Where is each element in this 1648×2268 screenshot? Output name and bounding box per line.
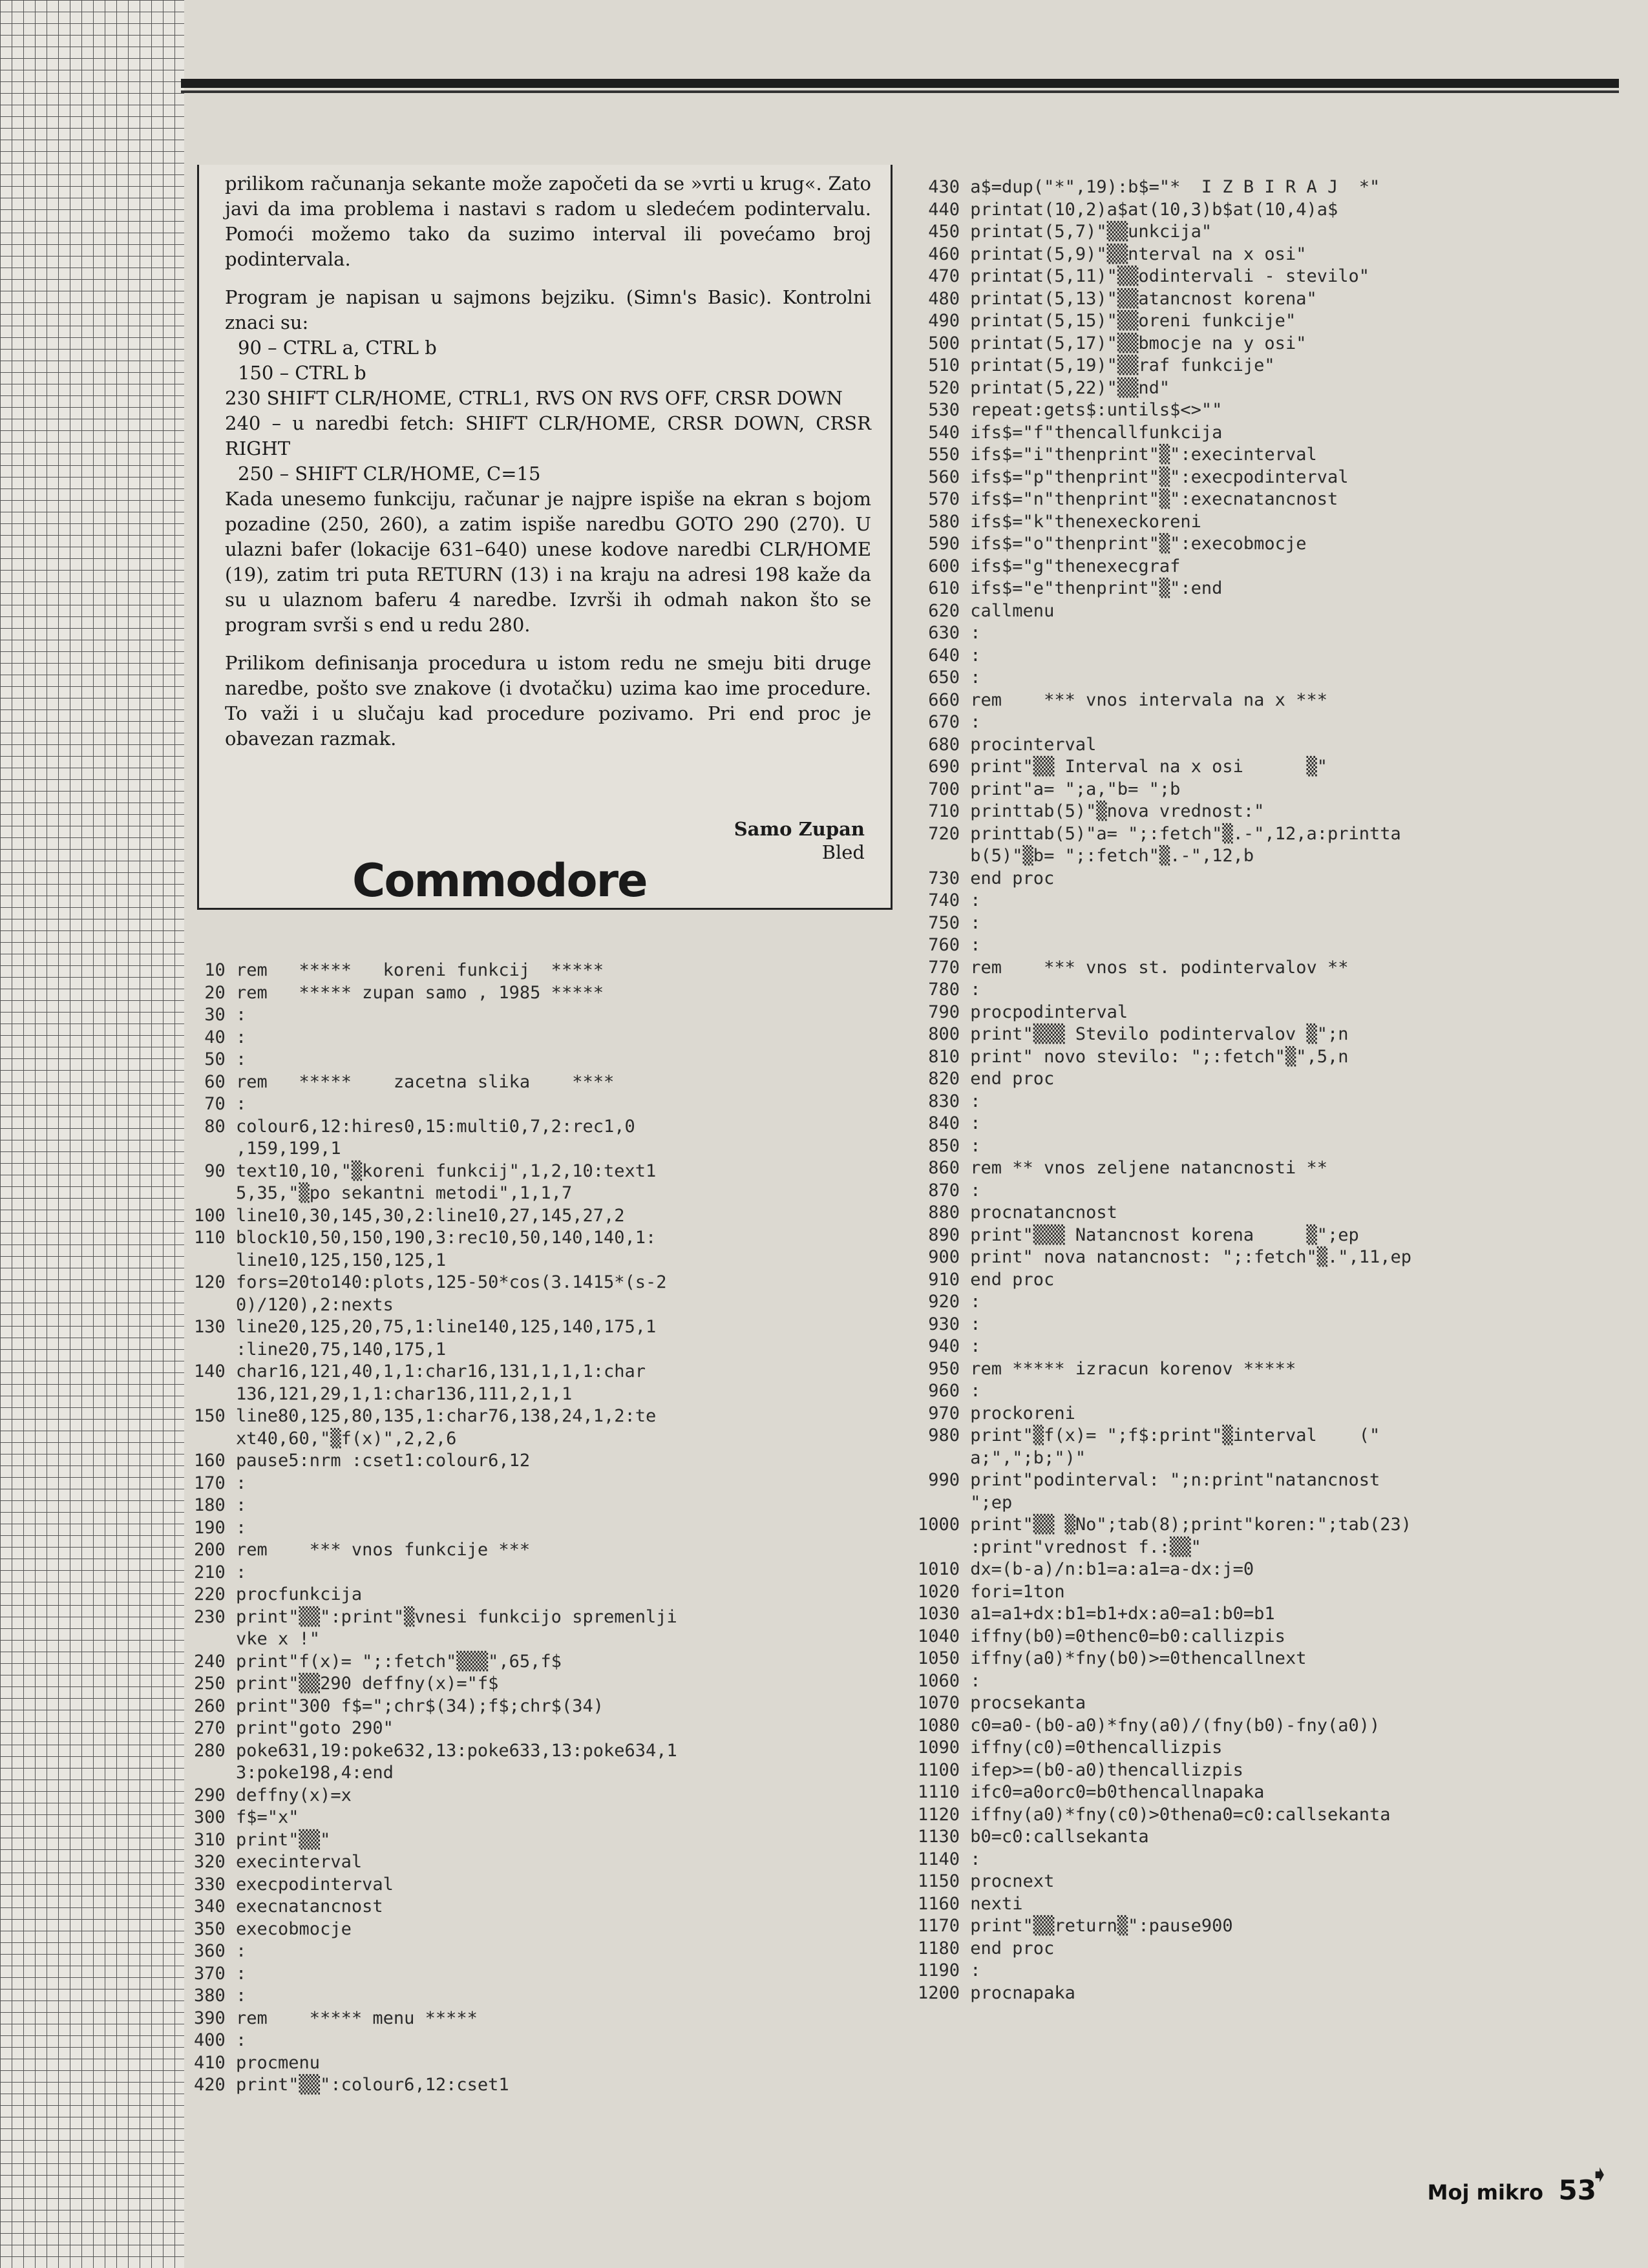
code-line: 690 print"▒▒ Interval na x osi ▒"	[918, 757, 1327, 777]
code-line: 40 :	[194, 1027, 247, 1047]
code-line: 60 rem ***** zacetna slika ****	[194, 1071, 615, 1092]
code-line: 870 :	[918, 1180, 981, 1201]
code-line: 970 prockoreni	[918, 1403, 1075, 1423]
code-line: 70 :	[194, 1094, 247, 1114]
code-line: line10,125,150,125,1	[194, 1250, 447, 1270]
code-line: 1200 procnapaka	[918, 1982, 1075, 2003]
code-line: 720 printtab(5)"a= ";:fetch"▒.-",12,a:printta	[918, 823, 1401, 844]
code-line: 160 pause5:nrm :cset1:colour6,12	[194, 1451, 531, 1471]
code-line: 400 :	[194, 2030, 247, 2050]
code-line: 570 ifs$="n"thenprint"▒":execnatancnost	[918, 489, 1338, 509]
code-line: 110 block10,50,150,190,3:rec10,50,140,140,1:	[194, 1228, 657, 1248]
code-line: 840 :	[918, 1113, 981, 1133]
code-line: ";ep	[918, 1492, 1013, 1513]
code-line: 1090 iffny(c0)=0thencallizpis	[918, 1738, 1223, 1758]
code-line: 210 :	[194, 1562, 247, 1582]
code-line: 560 ifs$="p"thenprint"▒":execpodinterval	[918, 467, 1349, 487]
code-line: 350 execobmocje	[194, 1918, 352, 1939]
code-line: 470 printat(5,11)"▒▒odintervali - stevilo"	[918, 266, 1369, 286]
code-line: 370 :	[194, 1963, 247, 1984]
code-line: 650 :	[918, 667, 981, 688]
code-line: 710 printtab(5)"▒nova vrednost:"	[918, 801, 1265, 821]
code-line: 950 rem ***** izracun korenov *****	[918, 1358, 1296, 1379]
author-signature	[734, 817, 865, 864]
code-line: 680 procinterval	[918, 734, 1097, 755]
code-line: 100 line10,30,145,30,2:line10,27,145,27,2	[194, 1205, 625, 1226]
code-line: 930 :	[918, 1314, 981, 1334]
code-line: 1160 nexti	[918, 1893, 1023, 1914]
code-line: 810 print" novo stevilo: ";:fetch"▒",5,n	[918, 1046, 1349, 1067]
magazine-name: Moj mikro	[1427, 2180, 1543, 2205]
code-line: 1030 a1=a1+dx:b1=b1+dx:a0=a1:b0=b1	[918, 1604, 1275, 1624]
code-line: 600 ifs$="g"thenexecgraf	[918, 556, 1181, 576]
code-line: 180 :	[194, 1495, 247, 1515]
page-footer	[1428, 2174, 1596, 2206]
code-line: 580 ifs$="k"thenexeckoreni	[918, 511, 1201, 532]
code-line: 280 poke631,19:poke632,13:poke633,13:poke634,1	[194, 1740, 677, 1761]
code-line: 30 :	[194, 1005, 247, 1025]
code-line: 90 text10,10,"▒koreni funkcij",1,2,10:text1	[194, 1160, 657, 1181]
paragraph-2: Program je napisan u sajmons bejziku. (Simn's Basic). Kontrolni znaci su:	[225, 286, 871, 333]
continue-arrow-icon: ➧	[1590, 2161, 1610, 2188]
code-line: 360 :	[194, 1941, 247, 1961]
code-line: 760 :	[918, 935, 981, 955]
code-line: 1010 dx=(b-a)/n:b1=a:a1=a-dx:j=0	[918, 1559, 1254, 1579]
code-line: 750 :	[918, 912, 981, 933]
code-line: 136,121,29,1,1:char136,111,2,1,1	[194, 1383, 573, 1404]
code-line: 120 fors=20to140:plots,125-50*cos(3.1415*(s-2	[194, 1272, 667, 1292]
code-line: 1080 c0=a0-(b0-a0)*fny(a0)/(fny(b0)-fny(a0))	[918, 1715, 1380, 1736]
code-line: 460 printat(5,9)"▒▒nterval na x osi"	[918, 244, 1307, 264]
code-line: 270 print"goto 290"	[194, 1718, 394, 1738]
code-line: 880 procnatancnost	[918, 1202, 1117, 1223]
control-code-4: 240 – u naredbi fetch: SHIFT CLR/HOME, CRSR DOWN, CRSR RIGHT	[225, 412, 871, 459]
code-line: 900 print" nova natancnost: ";:fetch"▒.",11,ep	[918, 1247, 1412, 1267]
code-line: 5,35,"▒po sekantni metodi",1,1,7	[194, 1183, 573, 1203]
code-line: 200 rem *** vnos funkcije ***	[194, 1540, 531, 1560]
author-city: Bled	[821, 841, 865, 863]
code-line: 450 printat(5,7)"▒▒unkcija"	[918, 222, 1212, 242]
code-line: 1140 :	[918, 1849, 981, 1869]
code-line: 380 :	[194, 1986, 247, 2006]
code-line: 50 :	[194, 1049, 247, 1069]
code-line: 510 printat(5,19)"▒▒raf funkcije"	[918, 355, 1275, 375]
code-line: 500 printat(5,17)"▒▒bmocje na y osi"	[918, 333, 1307, 353]
code-line: :print"vrednost f.:▒▒"	[918, 1537, 1201, 1557]
code-line: 980 print"▒f(x)= ";f$:print"▒interval ("	[918, 1425, 1380, 1445]
code-line: 0)/120),2:nexts	[194, 1294, 394, 1315]
code-line: 240 print"f(x)= ";:fetch"▒▒▒",65,f$	[194, 1651, 562, 1672]
control-code-3: 230 SHIFT CLR/HOME, CTRL1, RVS ON RVS OFF, CRSR DOWN	[225, 387, 843, 409]
code-line: 130 line20,125,20,75,1:line140,125,140,175,1	[194, 1317, 657, 1337]
code-line: 220 procfunkcija	[194, 1584, 363, 1604]
code-line: 1120 iffny(a0)*fny(c0)>0thena0=c0:callsekanta	[918, 1804, 1391, 1825]
code-line: 490 printat(5,15)"▒▒oreni funkcije"	[918, 311, 1296, 331]
code-line: 890 print"▒▒▒ Natancnost korena ▒";ep	[918, 1224, 1359, 1245]
code-line: 540 ifs$="f"thencallfunkcija	[918, 422, 1223, 443]
code-line: 630 :	[918, 623, 981, 643]
code-line: 410 procmenu	[194, 2052, 321, 2073]
code-line: 660 rem *** vnos intervala na x ***	[918, 689, 1327, 710]
code-line: ,159,199,1	[194, 1139, 341, 1159]
code-line: 440 printat(10,2)a$at(10,3)b$at(10,4)a$	[918, 199, 1338, 220]
code-line: 1190 :	[918, 1960, 981, 1980]
code-line: 80 colour6,12:hires0,15:multi0,7,2:rec1,0	[194, 1116, 635, 1137]
code-line: 320 execinterval	[194, 1852, 363, 1872]
code-line: 860 rem ** vnos zeljene natancnosti **	[918, 1158, 1327, 1178]
code-line: 1020 fori=1ton	[918, 1581, 1065, 1602]
code-line: 800 print"▒▒▒ Stevilo podintervalov ▒";n	[918, 1024, 1349, 1044]
code-line: 550 ifs$="i"thenprint"▒":execinterval	[918, 445, 1317, 465]
code-line: 790 procpodinterval	[918, 1002, 1128, 1022]
code-line: 940 :	[918, 1336, 981, 1356]
code-line: 730 end proc	[918, 868, 1055, 888]
page-number: 53	[1558, 2174, 1596, 2206]
code-line: 390 rem ***** menu *****	[194, 2008, 478, 2028]
code-line: 1150 procnext	[918, 1871, 1055, 1891]
code-line: a;",";b;")"	[918, 1447, 1086, 1468]
code-line: 480 printat(5,13)"▒▒atancnost korena"	[918, 288, 1317, 309]
article-box	[197, 165, 893, 910]
code-line: 420 print"▒▒":colour6,12:cset1	[194, 2075, 509, 2095]
code-line: :line20,75,140,175,1	[194, 1339, 447, 1360]
code-line: 1180 end proc	[918, 1938, 1055, 1958]
article-text	[225, 171, 871, 764]
code-line: 1060 :	[918, 1670, 981, 1691]
code-line: 590 ifs$="o"thenprint"▒":execobmocje	[918, 534, 1307, 554]
code-line: 520 printat(5,22)"▒▒nd"	[918, 377, 1170, 398]
code-line: 910 end proc	[918, 1269, 1055, 1290]
code-line: 830 :	[918, 1091, 981, 1111]
code-line: vke x !"	[194, 1629, 321, 1649]
code-line: 330 execpodinterval	[194, 1874, 394, 1895]
code-line: 1130 b0=c0:callsekanta	[918, 1827, 1149, 1847]
code-line: 290 deffny(x)=x	[194, 1785, 352, 1805]
code-line: 780 :	[918, 980, 981, 1000]
author-name: Samo Zupan	[734, 818, 865, 840]
control-code-5: 250 – SHIFT CLR/HOME, C=15	[238, 463, 541, 485]
paragraph-1: prilikom računanja sekante može započeti da se »vrti u krug«. Zato javi da ima problema i nastavi s radom u sledećem podintervalu. Pomoći možemo tako da suzimo interval ili povećamo broj podintervala.	[225, 173, 871, 270]
control-code-1: 90 – CTRL a, CTRL b	[238, 337, 437, 359]
code-line: 1040 iffny(b0)=0thenc0=b0:callizpis	[918, 1626, 1285, 1646]
code-line: 990 print"podinterval: ";n:print"natancnost	[918, 1470, 1380, 1490]
code-line: xt40,60,"▒f(x)",2,2,6	[194, 1428, 457, 1449]
code-line: 170 :	[194, 1473, 247, 1493]
code-line: 960 :	[918, 1381, 981, 1401]
code-line: 530 repeat:gets$:untils$<>""	[918, 400, 1223, 420]
header-rule	[181, 79, 1619, 88]
code-line: 850 :	[918, 1135, 981, 1156]
code-line: 190 :	[194, 1517, 247, 1538]
code-line: 10 rem ***** koreni funkcij *****	[194, 960, 604, 980]
code-line: 640 :	[918, 645, 981, 666]
code-line: 260 print"300 f$=";chr$(34);f$;chr$(34)	[194, 1696, 604, 1716]
code-line: 230 print"▒▒":print"▒vnesi funkcijo spremenlji	[194, 1606, 677, 1627]
code-line: 1050 iffny(a0)*fny(b0)>=0thencallnext	[918, 1648, 1307, 1668]
code-line: 670 :	[918, 712, 981, 732]
code-line: 1110 ifc0=a0orc0=b0thencallnapaka	[918, 1782, 1265, 1802]
graph-paper-margin	[0, 0, 184, 2268]
code-line: 1100 ifep>=(b0-a0)thencallizpis	[918, 1759, 1243, 1780]
control-code-2: 150 – CTRL b	[238, 362, 366, 384]
code-line: 1170 print"▒▒return▒":pause900	[918, 1916, 1233, 1936]
code-line: 140 char16,121,40,1,1:char16,131,1,1,1:char	[194, 1361, 646, 1381]
header-rule-thin	[181, 90, 1619, 93]
code-line: 820 end proc	[918, 1069, 1055, 1089]
code-line: 1000 print"▒▒ ▒No";tab(8);print"koren:";tab(23)	[918, 1515, 1412, 1535]
code-line: 3:poke198,4:end	[194, 1763, 394, 1783]
code-line: 770 rem *** vnos st. podintervalov **	[918, 957, 1349, 978]
code-line: b(5)"▒b= ";:fetch"▒.-",12,b	[918, 846, 1254, 866]
code-line: 700 print"a= ";a,"b= ";b	[918, 779, 1181, 799]
code-line: 430 a$=dup("*",19):b$="* I Z B I R A J *"	[918, 177, 1380, 197]
code-line: 610 ifs$="e"thenprint"▒":end	[918, 578, 1223, 598]
code-line: 340 execnatancnost	[194, 1896, 383, 1916]
paragraph-4: Prilikom definisanja procedura u istom redu ne smeju biti druge naredbe, pošto sve znakove (i dvotačku) uzima kao ime procedure. To važi i u slučaju kad procedure pozivamo. Pri end proc je obavezan razmak.	[225, 652, 871, 750]
code-line: 20 rem ***** zupan samo , 1985 *****	[194, 982, 604, 1003]
code-line: 620 callmenu	[918, 600, 1055, 621]
paragraph-3: Kada unesemo funkciju, računar je najpre ispiše na ekran s bojom pozadine (250, 260), a zatim ispiše naredbu GOTO 290 (270). U ulazni bafer (lokacije 631–640) unese kodove naredbi CLR/HOME (19), zatim tri puta RETURN (13) i na kraju na adresi 198 kaže da su u ulaznom baferu 4 naredbe. Izvrši ih odmah nakon što se program svrši s end u redu 280.	[225, 488, 871, 636]
code-listing-left	[194, 960, 677, 2097]
code-line: 920 :	[918, 1292, 981, 1312]
code-line: 310 print"▒▒"	[194, 1829, 331, 1850]
section-title: Commodore	[346, 854, 653, 907]
code-listing-right	[918, 176, 1411, 2004]
code-line: 250 print"▒▒290 deffny(x)="f$	[194, 1674, 499, 1694]
code-line: 1070 procsekanta	[918, 1693, 1086, 1713]
code-line: 150 line80,125,80,135,1:char76,138,24,1,2:te	[194, 1406, 657, 1426]
code-line: 740 :	[918, 890, 981, 910]
code-line: 300 f$="x"	[194, 1807, 299, 1827]
